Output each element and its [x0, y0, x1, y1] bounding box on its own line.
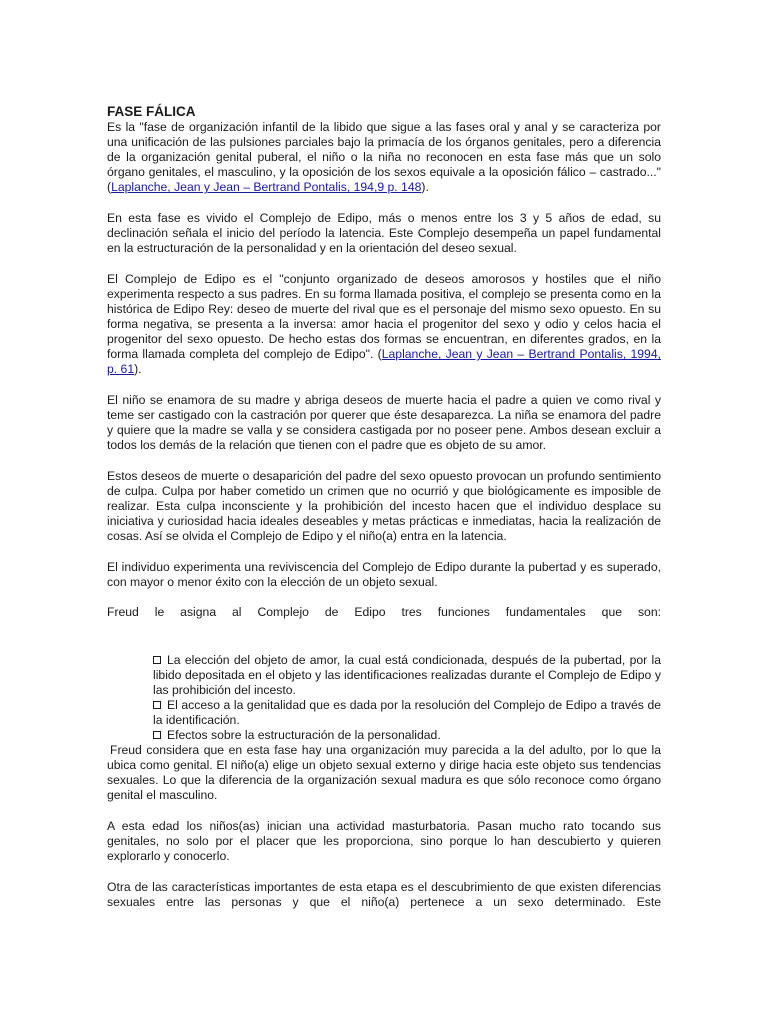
- spacer: [107, 621, 661, 653]
- paragraph-definition-text: Es la "fase de organización infantil de la libido que sigue a las fases oral y anal y se caracteriza por una unificación de las pulsiones parciales bajo la primacía de los órganos genitales, pero a diferencia de la organización genital puberal, el niño o la niña no reconocen en esta fase más que un solo órgano genitales, el masculino, y la oposición de los sexos equivale a la oposición fálico – castrado..." (: [107, 120, 661, 195]
- paragraph-edipo-intro: En esta fase es vivido el Complejo de Edipo, más o menos entre los 3 y 5 años de edad, su declinación señala el inicio del período la latencia. Este Complejo desempeña un papel fundamental en la estructuración de la personalidad y en la orientación del deseo sexual.: [107, 210, 661, 256]
- spacer: [107, 377, 661, 393]
- paragraph-funciones: Freud le asigna al Complejo de Edipo tres funciones fundamentales que son:: [107, 605, 661, 620]
- list-item: [153, 698, 661, 728]
- paragraph-diferencias: Otra de las características importantes de esta etapa es el descubrimiento de que existen diferencias sexuales entre las personas y que el niño(a) pertenece a un sexo determinado. Este: [107, 879, 661, 909]
- spacer: [107, 256, 661, 272]
- list-item: [153, 653, 661, 698]
- paragraph-edipo-definition: [107, 272, 661, 378]
- paragraph-edipo-definition-close: ).: [134, 362, 142, 377]
- paragraph-definition: [107, 120, 661, 195]
- list-item: [153, 728, 661, 743]
- list-item-text: Efectos sobre la estructuración de la personalidad.: [167, 728, 441, 742]
- paragraph-nino-nina: El niño se enamora de su madre y abriga deseos de muerte hacia el padre a quien ve como rival y teme ser castigado con la castración por querer que éste desaparezca. La niña se enamora del padre y quiere que la madre se valla y se considera castigada por no poseer pene. Ambos desean excluir a todos los demás de la relación que tienen con el padre que es objeto de su amor.: [107, 392, 661, 453]
- spacer: [107, 590, 661, 606]
- paragraph-definition-close: ).: [421, 180, 429, 195]
- list-item-text: La elección del objeto de amor, la cual está condicionada, después de la pubertad, por la libido depositada en el objeto y las identificaciones realizadas durante el Complejo de Edipo y las prohibición del incesto.: [153, 652, 661, 697]
- paragraph-organizacion-adulto: Freud considera que en esta fase hay una organización muy parecida a la del adulto, por lo que la ubica como genital. El niño(a) elige un objeto sexual externo y dirige hacia este objeto sus tendencias sexuales. Lo que la diferencia de la organización sexual madura es que sólo reconoce como órgano genital el masculino.: [107, 743, 661, 803]
- paragraph-edipo-definition-text: El Complejo de Edipo es el "conjunto organizado de deseos amorosos y hostiles que el niño experimenta respecto a sus padres. En su forma llamada positiva, el complejo se presenta como en la histórica de Edipo Rey: deseo de muerte del rival que es el personaje del mismo sexo opuesto. En su forma negativa, se presenta a la inversa: amor hacia el progenitor del sexo y odio y celos hacia el progenitor del sexo opuesto. De hecho estas dos formas se encuentran, en diferentes grados, en la forma llamada completa del complejo de Edipo". (: [107, 271, 661, 362]
- citation-link-laplanche-148[interactable]: Laplanche, Jean y Jean – Bertrand Pontalis, 194,9 p. 148: [111, 180, 422, 195]
- spacer: [107, 803, 661, 819]
- checkbox-bullet-icon: [153, 701, 161, 709]
- section-title: FASE FÁLICA: [107, 104, 196, 119]
- checkbox-bullet-icon: [153, 731, 161, 739]
- list-item-text: El acceso a la genitalidad que es dada por la resolución del Complejo de Edipo a través de la identificación.: [153, 697, 661, 727]
- spacer: [107, 544, 661, 560]
- paragraph-masturbatoria: A esta edad los niños(as) inician una actividad masturbatoria. Pasan mucho rato tocando sus genitales, no solo por el placer que les proporciona, sino porque lo han descubierto y quieren explorarlo y conocerlo.: [107, 818, 661, 864]
- spacer: [107, 453, 661, 469]
- checkbox-bullet-icon: [153, 656, 161, 664]
- functions-list: [153, 653, 661, 744]
- paragraph-culpa: Estos deseos de muerte o desaparición del padre del sexo opuesto provocan un profundo sentimiento de culpa. Culpa por haber cometido un crimen que no ocurrió y que biológicamente es imposible de realizar. Esta culpa inconsciente y la prohibición del incesto hacen que el individuo desplace su iniciativa y curiosidad hacia ideales deseables y metas prácticas e inmediatas, hacia la realización de cosas. Así se olvida el Complejo de Edipo y el niño(a) entra en la latencia.: [107, 468, 661, 544]
- spacer: [107, 864, 661, 880]
- citation-link-laplanche-61[interactable]: Laplanche, Jean y Jean – Bertrand Pontalis, 1994, p. 61: [107, 347, 661, 377]
- spacer: [107, 195, 661, 211]
- paragraph-pubertad: El individuo experimenta una reviviscencia del Complejo de Edipo durante la pubertad y es superado, con mayor o menor éxito con la elección de un objeto sexual.: [107, 559, 661, 589]
- document-body: [107, 104, 661, 910]
